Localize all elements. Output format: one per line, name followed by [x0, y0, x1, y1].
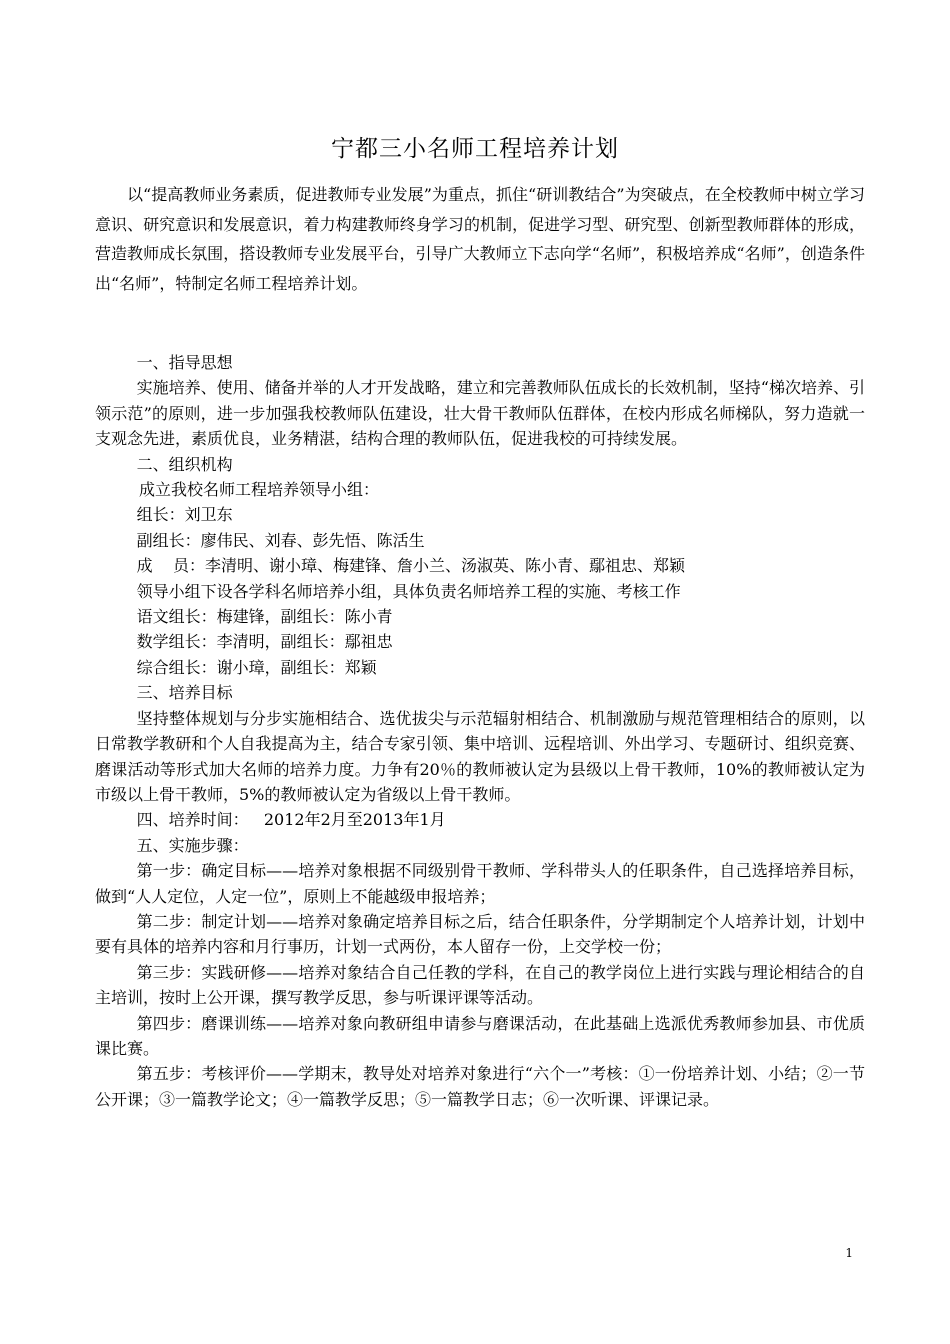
section-1-heading: 一、指导思想 — [136, 353, 233, 372]
section-3-heading: 三、培养目标 — [136, 683, 233, 703]
math-group: 数学组长：李清明，副组长：鄢祖忠 — [136, 632, 393, 652]
document-title: 宁都三小名师工程培养计划 — [331, 136, 619, 162]
subgroups-note: 领导小组下设各学科名师培养小组，具体负责名师培养工程的实施、考核工作 — [136, 581, 681, 601]
group-members: 成 员：李清明、谢小璋、梅建锋、詹小兰、汤淑英、陈小青、鄢祖忠、郑颖 — [136, 556, 685, 576]
intro-paragraph: 以“提高教师业务素质，促进教师专业发展”为重点，抓住“研训教结合”为突破点，在全校教师中树立学习意识、研究意识和发展意识，着力构建教师终身学习的机制，促进学习型、研究型、创新型教师群体的形成，营造教师成长氛围，搭设教师专业发展平台，引导广大教师立下志向学“名师”，积极培养成“名师”，创造条件出“名师”，特制定名师工程培养计划。 — [95, 185, 865, 293]
section-2-lead: 成立我校名师工程培养领导小组： — [139, 480, 380, 500]
document-body — [95, 350, 865, 1112]
step-1: 第一步：确定目标——培养对象根据不同级别骨干教师、学科带头人的任职条件，自己选择培养目标，做到“人人定位，人定一位”，原则上不能越级申报培养； — [95, 861, 865, 906]
chinese-group: 语文组长：梅建锋，副组长：陈小青 — [136, 607, 393, 627]
section-5-heading: 五、实施步骤： — [136, 835, 249, 855]
section-2-heading: 二、组织机构 — [136, 454, 233, 474]
section-1-text: 实施培养、使用、储备并举的人才开发战略，建立和完善教师队伍成长的长效机制，坚持“梯次培养、引领示范”的原则，进一步加强我校教师队伍建设，壮大骨干教师队伍群体，在校内形成名师梯队，努力造就一支观念先进，素质优良，业务精湛，结构合理的教师队伍，促进我校的可持续发展。 — [95, 378, 865, 449]
step-2: 第二步：制定计划——培养对象确定培养目标之后，结合任职条件，分学期制定个人培养计划，计划中要有具体的培养内容和月行事历，计划一式两份，本人留存一份，上交学校一份； — [95, 911, 865, 957]
group-vice-leaders: 副组长：廖伟民、刘春、彭先悟、陈活生 — [136, 530, 425, 550]
section-3-text: 坚持整体规划与分步实施相结合、选优拔尖与示范辐射相结合、机制激励与规范管理相结合的原则，以日常教学教研和个人自我提高为主，结合专家引领、集中培训、远程培训、外出学习、专题研讨、组织竞赛、磨课活动等形式加大名师的培养力度。力争有20％的教师被认定为县级以上骨干教师，10%的教师被认定为市级以上骨干教师，5%的教师被认定为省级以上骨干教师。 — [95, 708, 865, 804]
group-leader: 组长：刘卫东 — [136, 505, 233, 525]
step-3: 第三步：实践研修——培养对象结合自己任教的学科，在自己的教学岗位上进行实践与理论相结合的自主培训，按时上公开课，撰写教学反思，参与听课评课等活动。 — [95, 962, 865, 1008]
page-number: 1 — [845, 1246, 853, 1260]
comprehensive-group: 综合组长：谢小璋，副组长：郑颖 — [136, 657, 377, 677]
section-4-heading: 四、培养时间： 2012年2月至2013年1月 — [136, 810, 446, 830]
step-4: 第四步：磨课训练——培养对象向教研组申请参与磨课活动，在此基础上选派优秀教师参加县、市优质课比赛。 — [95, 1013, 865, 1058]
step-5: 第五步：考核评价——学期末，教导处对培养对象进行“六个一”考核：①一份培养计划、小结；②一节公开课；③一篇教学论文；④一篇教学反思；⑤一篇教学日志；⑥一次听课、评课记录。 — [95, 1064, 865, 1109]
